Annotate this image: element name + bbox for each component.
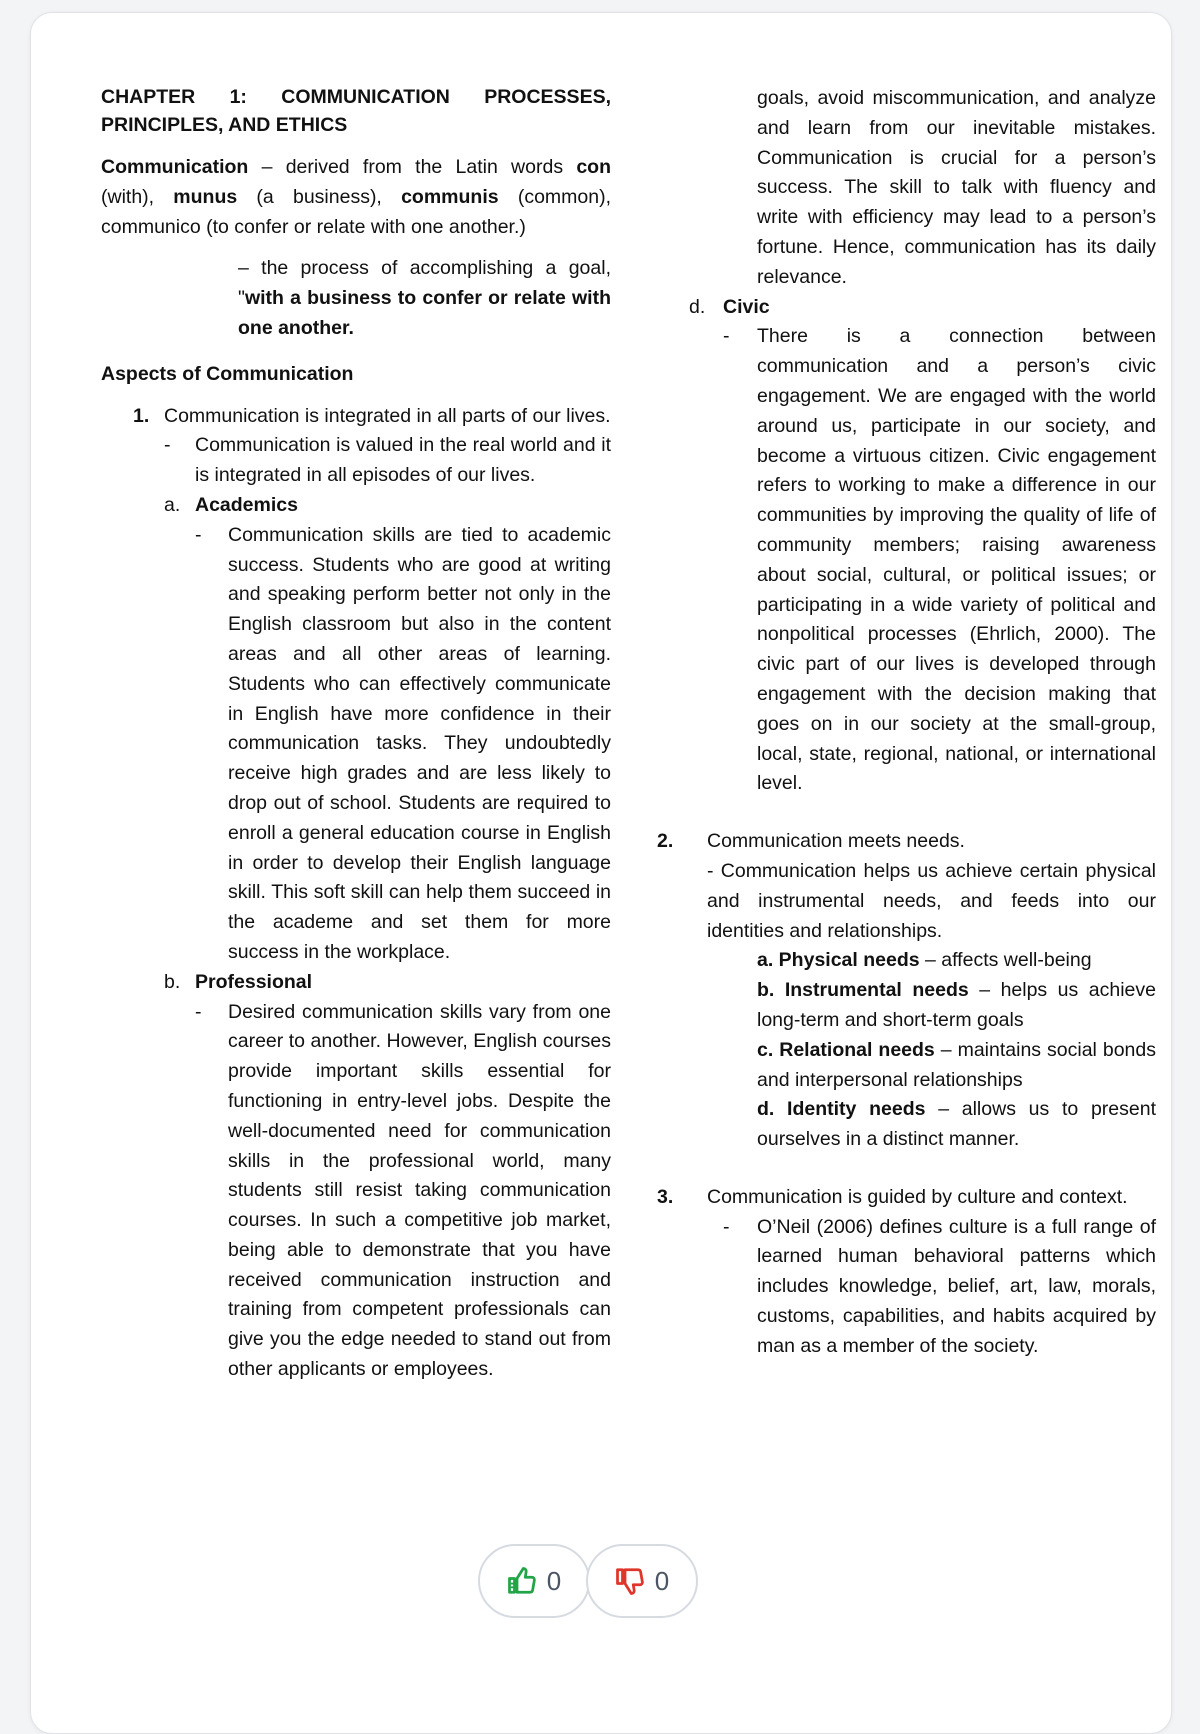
aspect-item-1	[101, 402, 611, 432]
need-instrumental	[757, 976, 1156, 1036]
definition-cont-text: – the process of accomplishing a goal, "	[238, 257, 611, 310]
need-physical-text: – affects well-being	[919, 949, 1092, 972]
aspect-3-text: Communication is guided by culture and context.	[707, 1185, 1128, 1208]
need-physical	[757, 946, 1156, 976]
need-identity-text: – allows us to present ourselves in a distinct manner.	[757, 1098, 1156, 1151]
civic-letter: d.	[689, 295, 706, 318]
aspects-heading: Aspects of Communication	[101, 362, 354, 385]
need-identity-label: d. Identity needs	[757, 1098, 926, 1121]
need-identity	[757, 1095, 1156, 1155]
civic-previous-continuation: goals, avoid miscommunication, and analyze and learn from our inevitable mistakes. Communication is crucial for a person’s success. The skill to talk with fluency and write with efficiency may lead to a person’s fortune. Hence, communication has its daily relevance.	[757, 87, 1156, 288]
aspect-item-3	[657, 1183, 1156, 1213]
definition-continuation	[238, 254, 611, 343]
latin-munus-gloss: (a business),	[237, 185, 402, 208]
definition-cont-bold: with a business to confer or relate with one another.	[238, 287, 611, 339]
need-instrumental-label: b. Instrumental needs	[757, 979, 969, 1002]
like-button[interactable]	[478, 1544, 590, 1618]
professional-item	[101, 968, 611, 998]
professional-sub	[101, 998, 611, 1385]
definition-text: – derived from the Latin words	[248, 156, 577, 178]
thumbs-down-icon	[615, 1566, 645, 1596]
latin-communis: communis	[401, 185, 499, 208]
need-relational-text: – maintains social bonds and interpersonal relationships	[757, 1038, 1156, 1091]
need-relational	[757, 1036, 1156, 1096]
need-physical-label: a. Physical needs	[757, 949, 920, 972]
aspect-3-sub	[673, 1213, 1156, 1362]
dash-marker: -	[164, 434, 171, 457]
civic-sub	[673, 322, 1156, 799]
professional-text: Desired communication skills vary from one career to another. However, English courses provide important skills essential for functioning in entry-level jobs. Despite the well-documented need for communication skills in the professional world, many students still resist taking communication courses. In such a competitive job market, being able to demonstrate that you have received communication instruction and training from competent professionals can give you the edge needed to stand out from other applicants or employees.	[228, 1000, 611, 1381]
academics-item	[101, 491, 611, 521]
professional-title: Professional	[195, 970, 313, 993]
latin-munus: munus	[173, 185, 238, 208]
thumbs-up-icon	[507, 1566, 537, 1596]
academics-letter: a.	[164, 493, 181, 516]
dislike-button[interactable]	[586, 1544, 698, 1618]
aspect-item-2	[657, 827, 1156, 857]
aspect-1-sub	[101, 431, 611, 491]
aspect-3-number: 3.	[657, 1185, 674, 1208]
dislike-count: 0	[654, 1565, 670, 1596]
need-instrumental-text: – helps us achieve long-term and short-term goals	[757, 979, 1156, 1031]
latin-con-gloss: (with),	[101, 185, 174, 208]
latin-communis-gloss: (common), communico (to confer or relate with one another.)	[101, 185, 611, 238]
like-count: 0	[546, 1565, 562, 1596]
aspect-1-text: Communication is integrated in all parts of our lives.	[164, 404, 611, 427]
dash-marker: -	[723, 1215, 730, 1238]
dash-marker: -	[723, 325, 730, 348]
aspect-1-sub-text: Communication is valued in the real world and it is integrated in all episodes of our lives.	[195, 434, 611, 487]
academics-title: Academics	[195, 493, 298, 516]
civic-title: Civic	[723, 295, 770, 318]
civic-text: There is a connection between communication and a person’s civic engagement. We are engaged with the world around us, participate in our society, and become a virtuous citizen. Civic engagement refers to working to make a difference in our communities by improving the quality of life of community members; raising awareness about social, cultural, or political issues; or participating in a wide variety of political and nonpolitical processes (Ehrlich, 2000). The civic part of our lives is developed through engagement with the decision making that goes on in our society at the small-group, local, state, regional, national, or international level.	[757, 325, 1156, 795]
left-column	[101, 83, 611, 1385]
aspect-2-sub: - Communication helps us achieve certain physical and instrumental needs, and feeds into our identities and relationships.	[707, 859, 1156, 942]
aspect-2-text: Communication meets needs.	[707, 830, 965, 853]
dash-marker: -	[195, 523, 202, 546]
aspect-3-sub-text: O’Neil (2006) defines culture is a full range of learned human behavioral patterns which includes knowledge, belief, art, law, morals, customs, capabilities, and habits acquired by man as a member of the society.	[757, 1215, 1156, 1357]
need-relational-label: c. Relational needs	[757, 1038, 935, 1061]
academics-text: Communication skills are tied to academic success. Students who are good at writing and speaking perform better not only in the English classroom but also in the content areas and all other areas of learning. Students who can effectively communicate in English have more confidence in their communication tasks. They undoubtedly receive high grades and are less likely to drop out of school. Students are required to enroll a general education course in English in order to develop their English language skill. This soft skill can help them succeed in the academe and set them for more success in the workplace.	[228, 523, 611, 963]
definition-paragraph	[101, 153, 611, 242]
latin-con: con	[576, 156, 611, 178]
aspect-2-number: 2.	[657, 830, 674, 853]
civic-item	[673, 293, 1156, 323]
dash-marker: -	[195, 1000, 202, 1023]
chapter-title: CHAPTER 1: COMMUNICATION PROCESSES, PRINCIPLES, AND ETHICS	[101, 86, 611, 136]
professional-letter: b.	[164, 970, 181, 993]
document-page	[30, 12, 1172, 1734]
right-column	[657, 84, 1156, 1362]
aspect-1-number: 1.	[133, 404, 150, 427]
definition-term: Communication	[101, 156, 249, 178]
academics-sub	[101, 521, 611, 968]
